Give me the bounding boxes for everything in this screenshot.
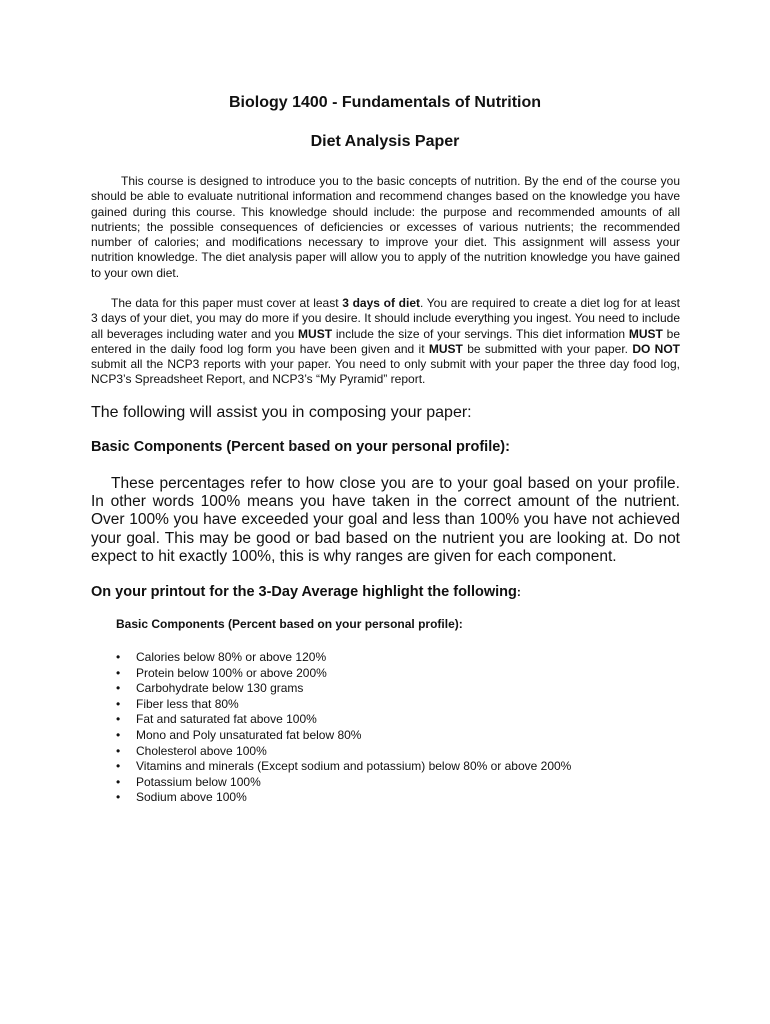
percentages-paragraph: These percentages refer to how close you are to your goal based on your profile. In other words 100% means you have taken in the correct amount of the nutrient. Over 100% you have exceeded your goal and less than 100% you have not achieved your goal. This may be good or bad based on the nutrient you are looking at. Do not expect to hit exactly 100%, this is why ranges are given for each component. [91,475,680,565]
list-item [116,775,571,791]
basic-components-subheading: Basic Components (Percent based on your personal profile): [116,617,463,631]
bold-run: 3 days of diet [342,296,420,310]
list-item-text: Calories below 80% or above 120% [136,650,327,664]
list-item-text: Protein below 100% or above 200% [136,665,327,680]
printout-heading [91,584,521,600]
bold-run: MUST [628,326,663,341]
bullet-icon: • [116,759,121,774]
list-item [116,790,571,806]
bullet-icon: • [116,790,121,805]
list-item [116,759,571,775]
list-item [116,697,571,713]
list-item-text: Mono and Poly unsaturated fat below 80% [136,727,362,742]
bold-run: MUST [298,326,333,341]
list-item [116,744,571,760]
highlight-criteria-list [116,650,571,806]
bold-run: DO NOT [632,341,680,356]
course-title: Biology 1400 - Fundamentals of Nutrition [228,94,542,111]
bullet-icon: • [116,743,121,758]
printout-heading-colon: : [516,585,521,599]
list-item [116,681,571,697]
list-item [116,666,571,682]
list-item-text: Potassium below 100% [136,774,261,789]
text-run: be entered in the daily food log form you have been given and it [91,326,680,356]
bullet-icon: • [116,774,121,789]
bullet-icon: • [116,696,121,711]
bullet-icon: • [116,712,121,727]
list-item-text: Sodium above 100% [136,790,247,805]
list-item [116,650,571,666]
list-item [116,728,571,744]
list-item-text: Carbohydrate below 130 grams [136,681,304,696]
intro-paragraph: This course is designed to introduce you to the basic concepts of nutrition. By the end of the course you should be able to evaluate nutritional information and recommend changes based on the knowledge you have gained during this course. This knowledge should include: the purpose and recommended amounts of all nutrients; the possible consequences of deficiencies or excesses of various nutrients; the recommended number of calories; and modifications necessary to improve your diet. This assignment will assess your nutrition knowledge. The diet analysis paper will allow you to apply of the nutrition knowledge you have gained to your own diet. [91,174,680,280]
bold-run: MUST [428,341,463,356]
text-run: . You are required to create a diet log for at least 3 days of your diet, you may do more if you desire. It should include everything you ingest. You need to include all beverages including water and you [91,296,680,341]
assist-heading: The following will assist you in composing your paper: [91,404,472,421]
list-item [116,712,571,728]
list-item-text: Vitamins and minerals (Except sodium and potassium) below 80% or above 200% [136,759,572,774]
basic-components-heading: Basic Components (Percent based on your personal profile): [91,439,510,455]
list-item-text: Cholesterol above 100% [136,743,267,758]
bullet-icon: • [116,727,121,742]
bullet-icon: • [116,681,121,696]
bullet-icon: • [116,665,121,680]
list-item-text: Fiber less that 80% [136,696,239,711]
assignment-title: Diet Analysis Paper [310,133,460,150]
text-run: The data for this paper must cover at least [111,296,343,310]
list-item-text: Fat and saturated fat above 100% [136,712,317,727]
text-run: include the size of your servings. This diet information [332,326,629,341]
bullet-icon: • [116,650,121,664]
data-requirements-paragraph [91,296,680,388]
printout-heading-text: On your printout for the 3-Day Average highlight the following [91,584,517,600]
text-run: be submitted with your paper. [462,341,633,356]
text-run: submit all the NCP3 reports with your paper. You need to only submit with your paper the three day food log, NCP3’s Spreadsheet Report, and NCP3’s “My Pyramid” report. [91,357,680,387]
